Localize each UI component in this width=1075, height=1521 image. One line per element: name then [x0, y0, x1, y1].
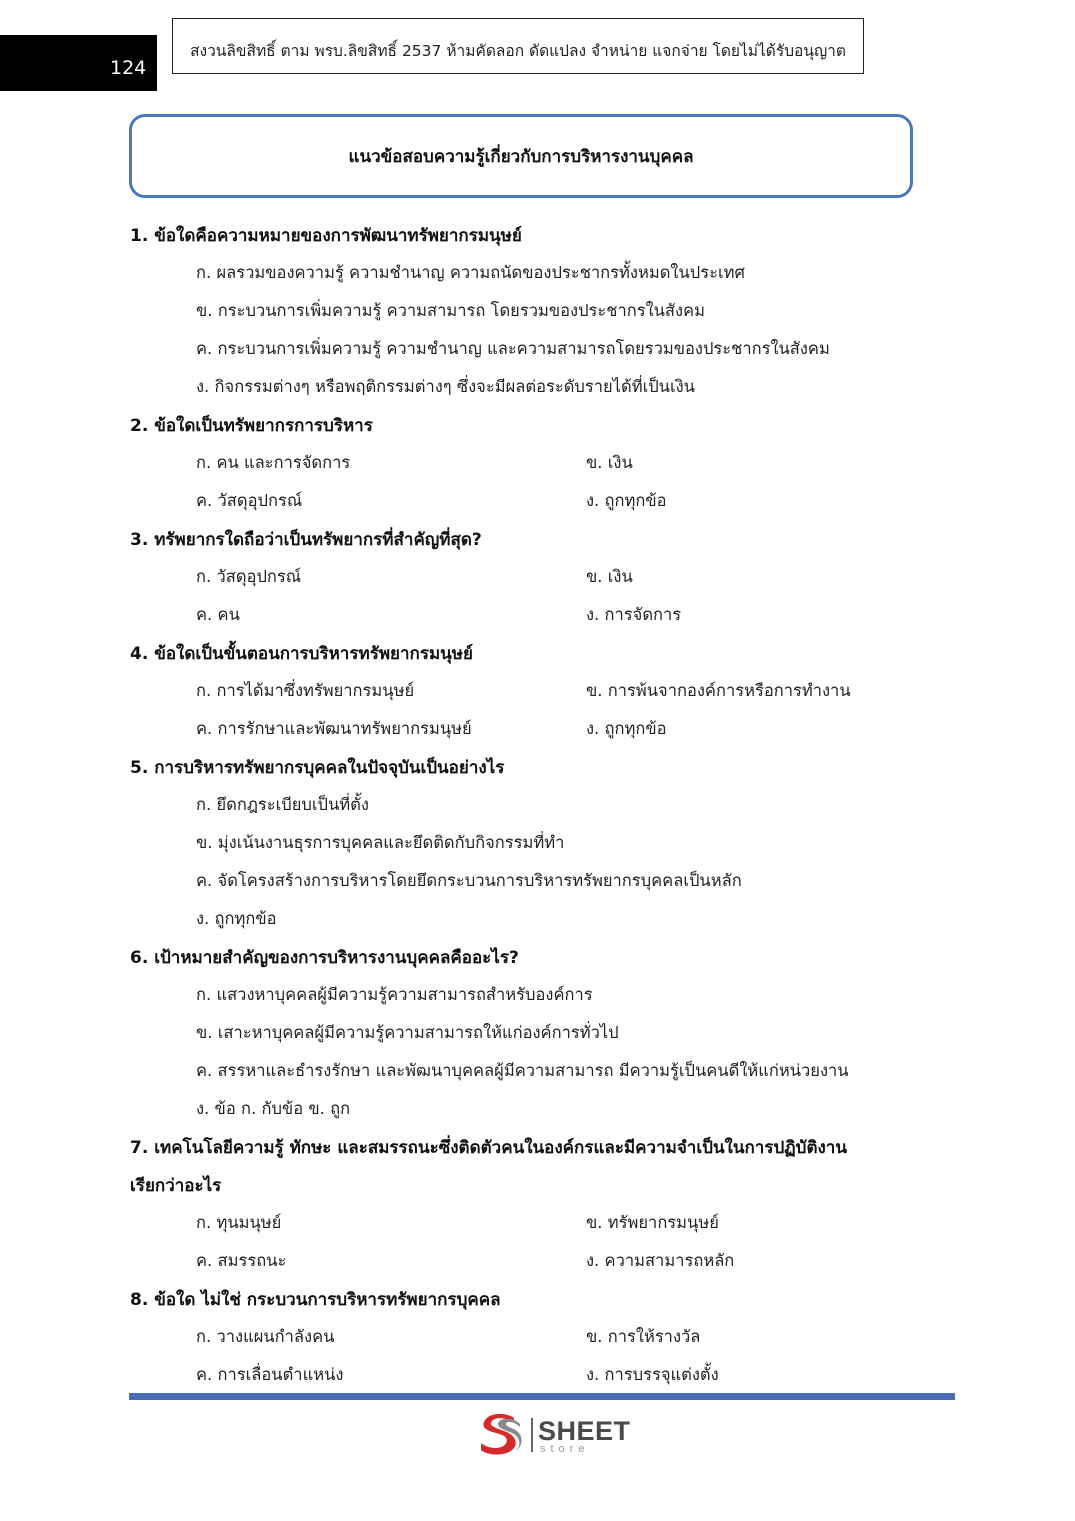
question-1: 1. ข้อใดคือความหมายของการพัฒนาทรัพยากรมนุษย์: [130, 226, 522, 246]
option: ง. กิจกรรมต่างๆ หรือพฤติกรรมต่างๆ ซึ่งจะมีผลต่อระดับรายได้ที่เป็นเงิน: [196, 377, 695, 396]
question-2: 2. ข้อใดเป็นทรัพยากรการบริหาร: [130, 416, 373, 436]
option: ง. ข้อ ก. กับข้อ ข. ถูก: [196, 1099, 351, 1118]
option: ง. ถูกทุกข้อ: [586, 491, 667, 510]
section-title-box: [129, 114, 913, 198]
option: ง. การบรรจุแต่งตั้ง: [586, 1365, 719, 1384]
option: ข. ทรัพยากรมนุษย์: [586, 1213, 719, 1232]
option: ก. ยึดกฎระเบียบเป็นที่ตั้ง: [196, 795, 369, 814]
option: ง. ถูกทุกข้อ: [196, 909, 277, 928]
question-4: 4. ข้อใดเป็นขั้นตอนการบริหารทรัพยากรมนุษย์: [130, 644, 473, 664]
option: ก. วัสดุอุปกรณ์: [196, 567, 302, 586]
option: ค. วัสดุอุปกรณ์: [196, 491, 303, 510]
option: ข. เงิน: [586, 567, 633, 586]
option: ข. กระบวนการเพิ่มความรู้ ความสามารถ โดยรวมของประชากรในสังคม: [196, 301, 705, 320]
option: ข. การพ้นจากองค์การหรือการทำงาน: [586, 681, 851, 700]
option: ข. เสาะหาบุคคลผู้มีความรู้ความสามารถให้แก่องค์การทั่วไป: [196, 1023, 619, 1042]
logo-separator: [531, 1418, 533, 1452]
option: ง. ถูกทุกข้อ: [586, 719, 667, 738]
option: ค. สมรรถนะ: [196, 1251, 287, 1270]
option: ง. ความสามารถหลัก: [586, 1251, 735, 1270]
option: ค. คน: [196, 605, 240, 624]
question-7: 7. เทคโนโลยีความรู้ ทักษะ และสมรรถนะซึ่งติดตัวคนในองค์กรและมีความจำเป็นในการปฏิบัติงาน: [130, 1138, 847, 1158]
question-5: 5. การบริหารทรัพยากรบุคคลในปัจจุบันเป็นอย่างไร: [130, 758, 505, 778]
question-6: 6. เป้าหมายสำคัญของการบริหารงานบุคคลคืออะไร?: [130, 948, 519, 968]
footer-rule: [129, 1393, 955, 1400]
option: ง. การจัดการ: [586, 605, 682, 624]
sheet-store-logo: [476, 1410, 636, 1458]
question-7-line-2: เรียกว่าอะไร: [130, 1176, 222, 1196]
option: ข. มุ่งเน้นงานธุรการบุคคลและยึดติดกับกิจกรรมที่ทำ: [196, 833, 565, 852]
logo-text: SHEET: [538, 1416, 631, 1446]
option: ข. การให้รางวัล: [586, 1327, 701, 1346]
option: ก. วางแผนกำลังคน: [196, 1327, 335, 1346]
logo-subtext: store: [540, 1443, 590, 1455]
option: ก. ผลรวมของความรู้ ความชำนาญ ความถนัดของประชากรทั้งหมดในประเทศ: [196, 263, 745, 282]
option: ค. กระบวนการเพิ่มความรู้ ความชำนาญ และความสามารถโดยรวมของประชากรในสังคม: [196, 339, 830, 358]
option: ก. คน และการจัดการ: [196, 453, 351, 472]
page-number: 124: [110, 57, 147, 79]
section-title: แนวข้อสอบความรู้เกี่ยวกับการบริหารงานบุคคล: [348, 146, 694, 167]
option: ก. แสวงหาบุคคลผู้มีความรู้ความสามารถสำหรับองค์การ: [196, 985, 593, 1004]
option: ค. การรักษาและพัฒนาทรัพยากรมนุษย์: [196, 719, 472, 738]
page-number-box: [0, 35, 157, 91]
option: ค. การเลื่อนตำแหน่ง: [196, 1365, 344, 1384]
copyright-notice: สงวนลิขสิทธิ์ ตาม พรบ.ลิขสิทธิ์ 2537 ห้ามคัดลอก ดัดแปลง จำหน่าย แจกจ่าย โดยไม่ได้รับอนุญาต: [172, 18, 864, 74]
option: ค. สรรหาและธำรงรักษา และพัฒนาบุคคลผู้มีความสามารถ มีความรู้เป็นคนดีให้แก่หน่วยงาน: [196, 1061, 849, 1080]
option: ข. เงิน: [586, 453, 633, 472]
option: ค. จัดโครงสร้างการบริหารโดยยึดกระบวนการบริหารทรัพยากรบุคคลเป็นหลัก: [196, 871, 742, 890]
question-8: 8. ข้อใด ไม่ใช่ กระบวนการบริหารทรัพยากรบุคคล: [130, 1290, 501, 1310]
sheet-logo-icon: [476, 1410, 526, 1458]
option: ก. การได้มาซึ่งทรัพยากรมนุษย์: [196, 681, 415, 700]
option: ก. ทุนมนุษย์: [196, 1213, 282, 1232]
question-3: 3. ทรัพยากรใดถือว่าเป็นทรัพยากรที่สำคัญที่สุด?: [130, 530, 482, 550]
